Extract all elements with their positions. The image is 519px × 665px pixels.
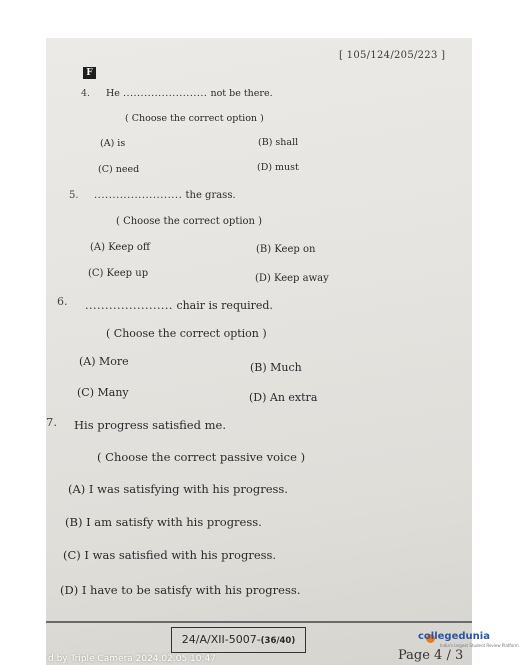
option-c: (C) need [98,164,140,175]
option-c: (C) Many [77,386,129,399]
option-a: (A) Keep off [90,242,150,253]
option-b: (B) shall [258,137,299,148]
option-d: (D) An extra [249,391,318,404]
brand-name: collegedunia [418,631,490,642]
footer-divider [46,621,472,623]
option-a: (A) More [79,355,129,368]
question-number: 6. [57,295,68,308]
camera-watermark: d by Triple Camera 2024.02.05 10:47 [48,654,216,664]
option-c: (C) Keep up [88,268,149,279]
paper-code: [ 105/124/205/223 ] [339,50,446,61]
option-a: (A) is [100,138,126,149]
option-d: (D) Keep away [255,273,329,284]
question-instruction: ( Choose the correct option ) [116,216,263,227]
logo-badge: F [83,67,96,79]
option-d: (D) must [257,162,299,173]
option-b: (B) Keep on [256,244,316,255]
question-stem: He ........................ not be there. [106,88,273,99]
question-instruction: ( Choose the correct option ) [106,327,267,340]
question-number: 7. [46,415,57,429]
page-number: Page 4 / 3 [398,648,464,663]
question-instruction: ( Choose the correct option ) [125,113,264,124]
option-a: (A) I was satisfying with his progress. [68,482,288,496]
option-d: (D) I have to be satisfy with his progress. [60,583,301,597]
exam-page [46,38,472,665]
question-number: 5. [69,190,79,201]
question-stem: His progress satisfied me. [74,418,226,432]
question-stem: ........................ the grass. [94,190,236,201]
option-b: (B) Much [250,361,302,374]
brand-tagline: India's largest Student Review Platform [440,643,519,648]
option-c: (C) I was satisfied with his progress. [63,548,277,562]
question-stem: ...................... chair is required. [85,299,273,312]
question-number: 4. [81,88,91,99]
footer-code-box: 24/A/XII-5007-(36/40) [171,627,306,653]
option-b: (B) I am satisfy with his progress. [65,515,262,529]
question-instruction: ( Choose the correct passive voice ) [97,450,306,464]
